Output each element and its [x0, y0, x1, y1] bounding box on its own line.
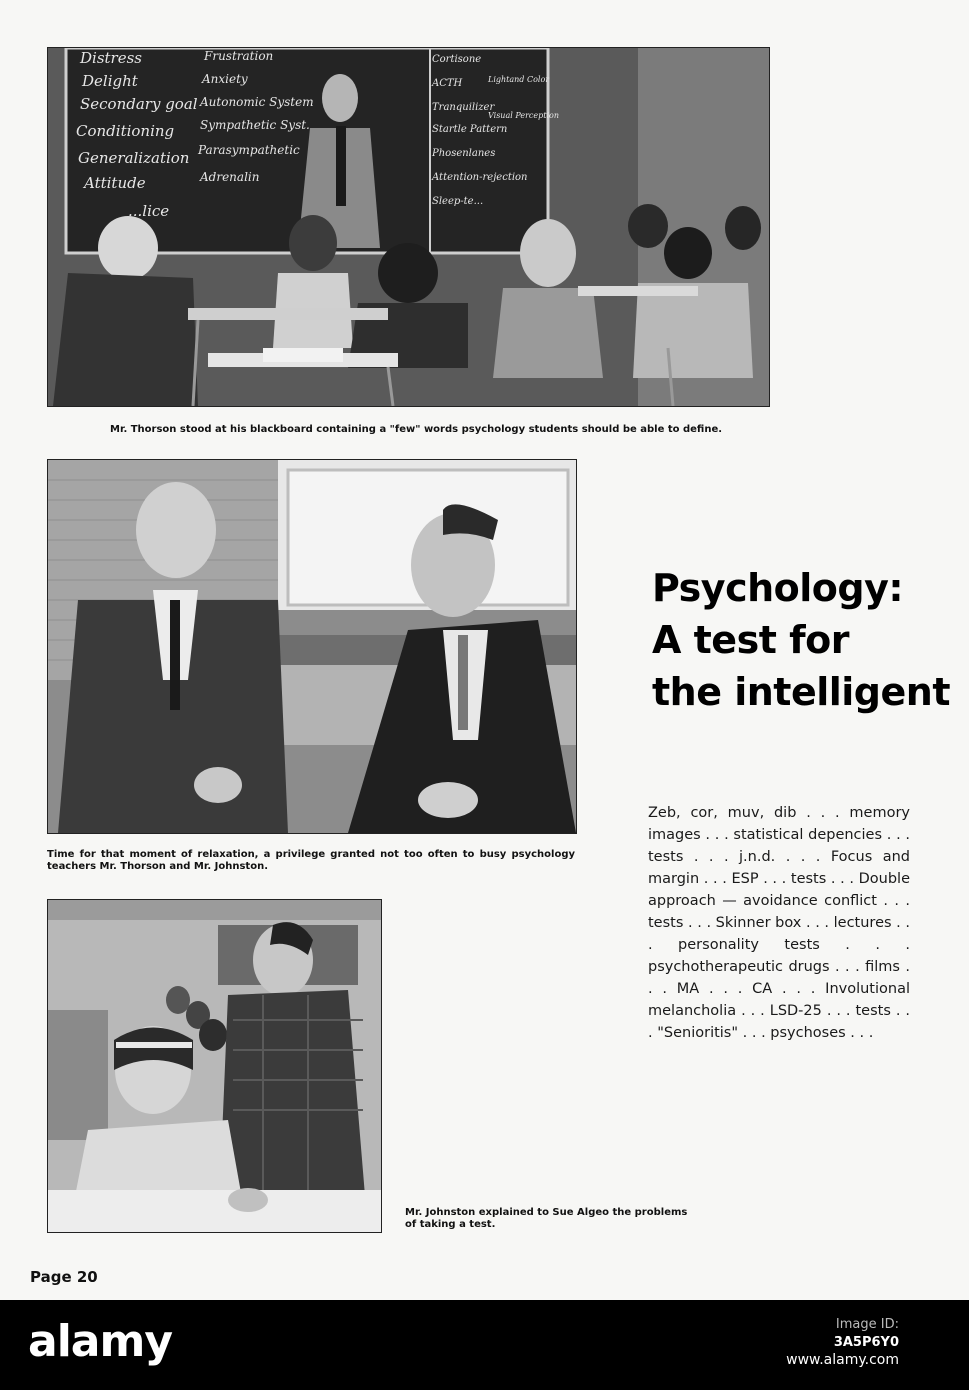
- classroom-caption: Mr. Thorson stood at his blackboard containing a "few" words psychology students should be able to define.: [110, 424, 723, 435]
- chalk-word: Autonomic System: [200, 95, 314, 109]
- headline-line: the intelligent: [652, 670, 951, 714]
- classroom-photo: [47, 47, 770, 407]
- site-url: www.alamy.com: [786, 1352, 899, 1368]
- chalk-word: Adrenalin: [200, 170, 260, 184]
- headline-line: Psychology:: [652, 566, 904, 610]
- chalk-word: Attitude: [84, 174, 146, 192]
- chalk-word: Tranquilizer: [432, 102, 495, 113]
- chalk-word: Conditioning: [76, 122, 175, 140]
- chalk-word: ...lice: [128, 202, 170, 220]
- chalk-word: ACTH: [432, 78, 463, 89]
- watermark-footer: [0, 1300, 969, 1390]
- chalk-word: Sympathetic Syst.: [200, 118, 310, 132]
- chalk-word: Frustration: [204, 49, 274, 63]
- teachers-caption: Time for that moment of relaxation, a privilege granted not too often to busy psychology teachers Mr. Thorson and Mr. Johnston.: [47, 849, 575, 872]
- chalk-word: Parasympathetic: [198, 143, 300, 157]
- chalk-word: Generalization: [78, 149, 190, 167]
- chalk-word: Phosenlanes: [432, 148, 496, 159]
- image-id-value: 3A5P6Y0: [833, 1335, 899, 1350]
- chalk-word: Attention-rejection: [432, 172, 528, 183]
- chalk-word: Sleep-te...: [432, 196, 484, 207]
- chalk-word: Distress: [80, 49, 142, 67]
- chalk-word: Anxiety: [202, 72, 248, 86]
- article-headline: [652, 562, 952, 718]
- article-body: Zeb, cor, muv, dib . . . memory images . . . statistical depencies . . . tests . . . j.n.d. . . . Focus and margin . . . ESP . . . tests . . . Double approach — avoidance conflict . . . tests . . . Skinner box . . . lectures . . . personality tests . . . psychotherapeutic drugs . . . films . . . MA . . . CA . . . Involutional melancholia . . . LSD-25 . . . tests . . . "Senioritis" . . . psychoses . . .: [648, 805, 910, 1041]
- teachers-photo: [47, 459, 577, 834]
- chalk-word: Visual Perception: [488, 111, 559, 120]
- chalk-word: Lightand Color: [488, 75, 550, 84]
- chalk-word: Cortisone: [432, 54, 482, 65]
- page-number: Page 20: [30, 1268, 98, 1286]
- chalk-word: Secondary goal: [80, 95, 198, 113]
- image-id-label: Image ID:: [835, 1317, 899, 1332]
- test-caption: Mr. Johnston explained to Sue Algeo the problems of taking a test.: [405, 1207, 688, 1230]
- test-photo: [47, 899, 382, 1233]
- headline-line: A test for: [652, 618, 849, 662]
- image-id: [834, 1316, 899, 1352]
- chalk-word: Delight: [82, 72, 138, 90]
- chalk-word: Startle Pattern: [432, 124, 508, 135]
- alamy-logo: alamy: [28, 1316, 172, 1367]
